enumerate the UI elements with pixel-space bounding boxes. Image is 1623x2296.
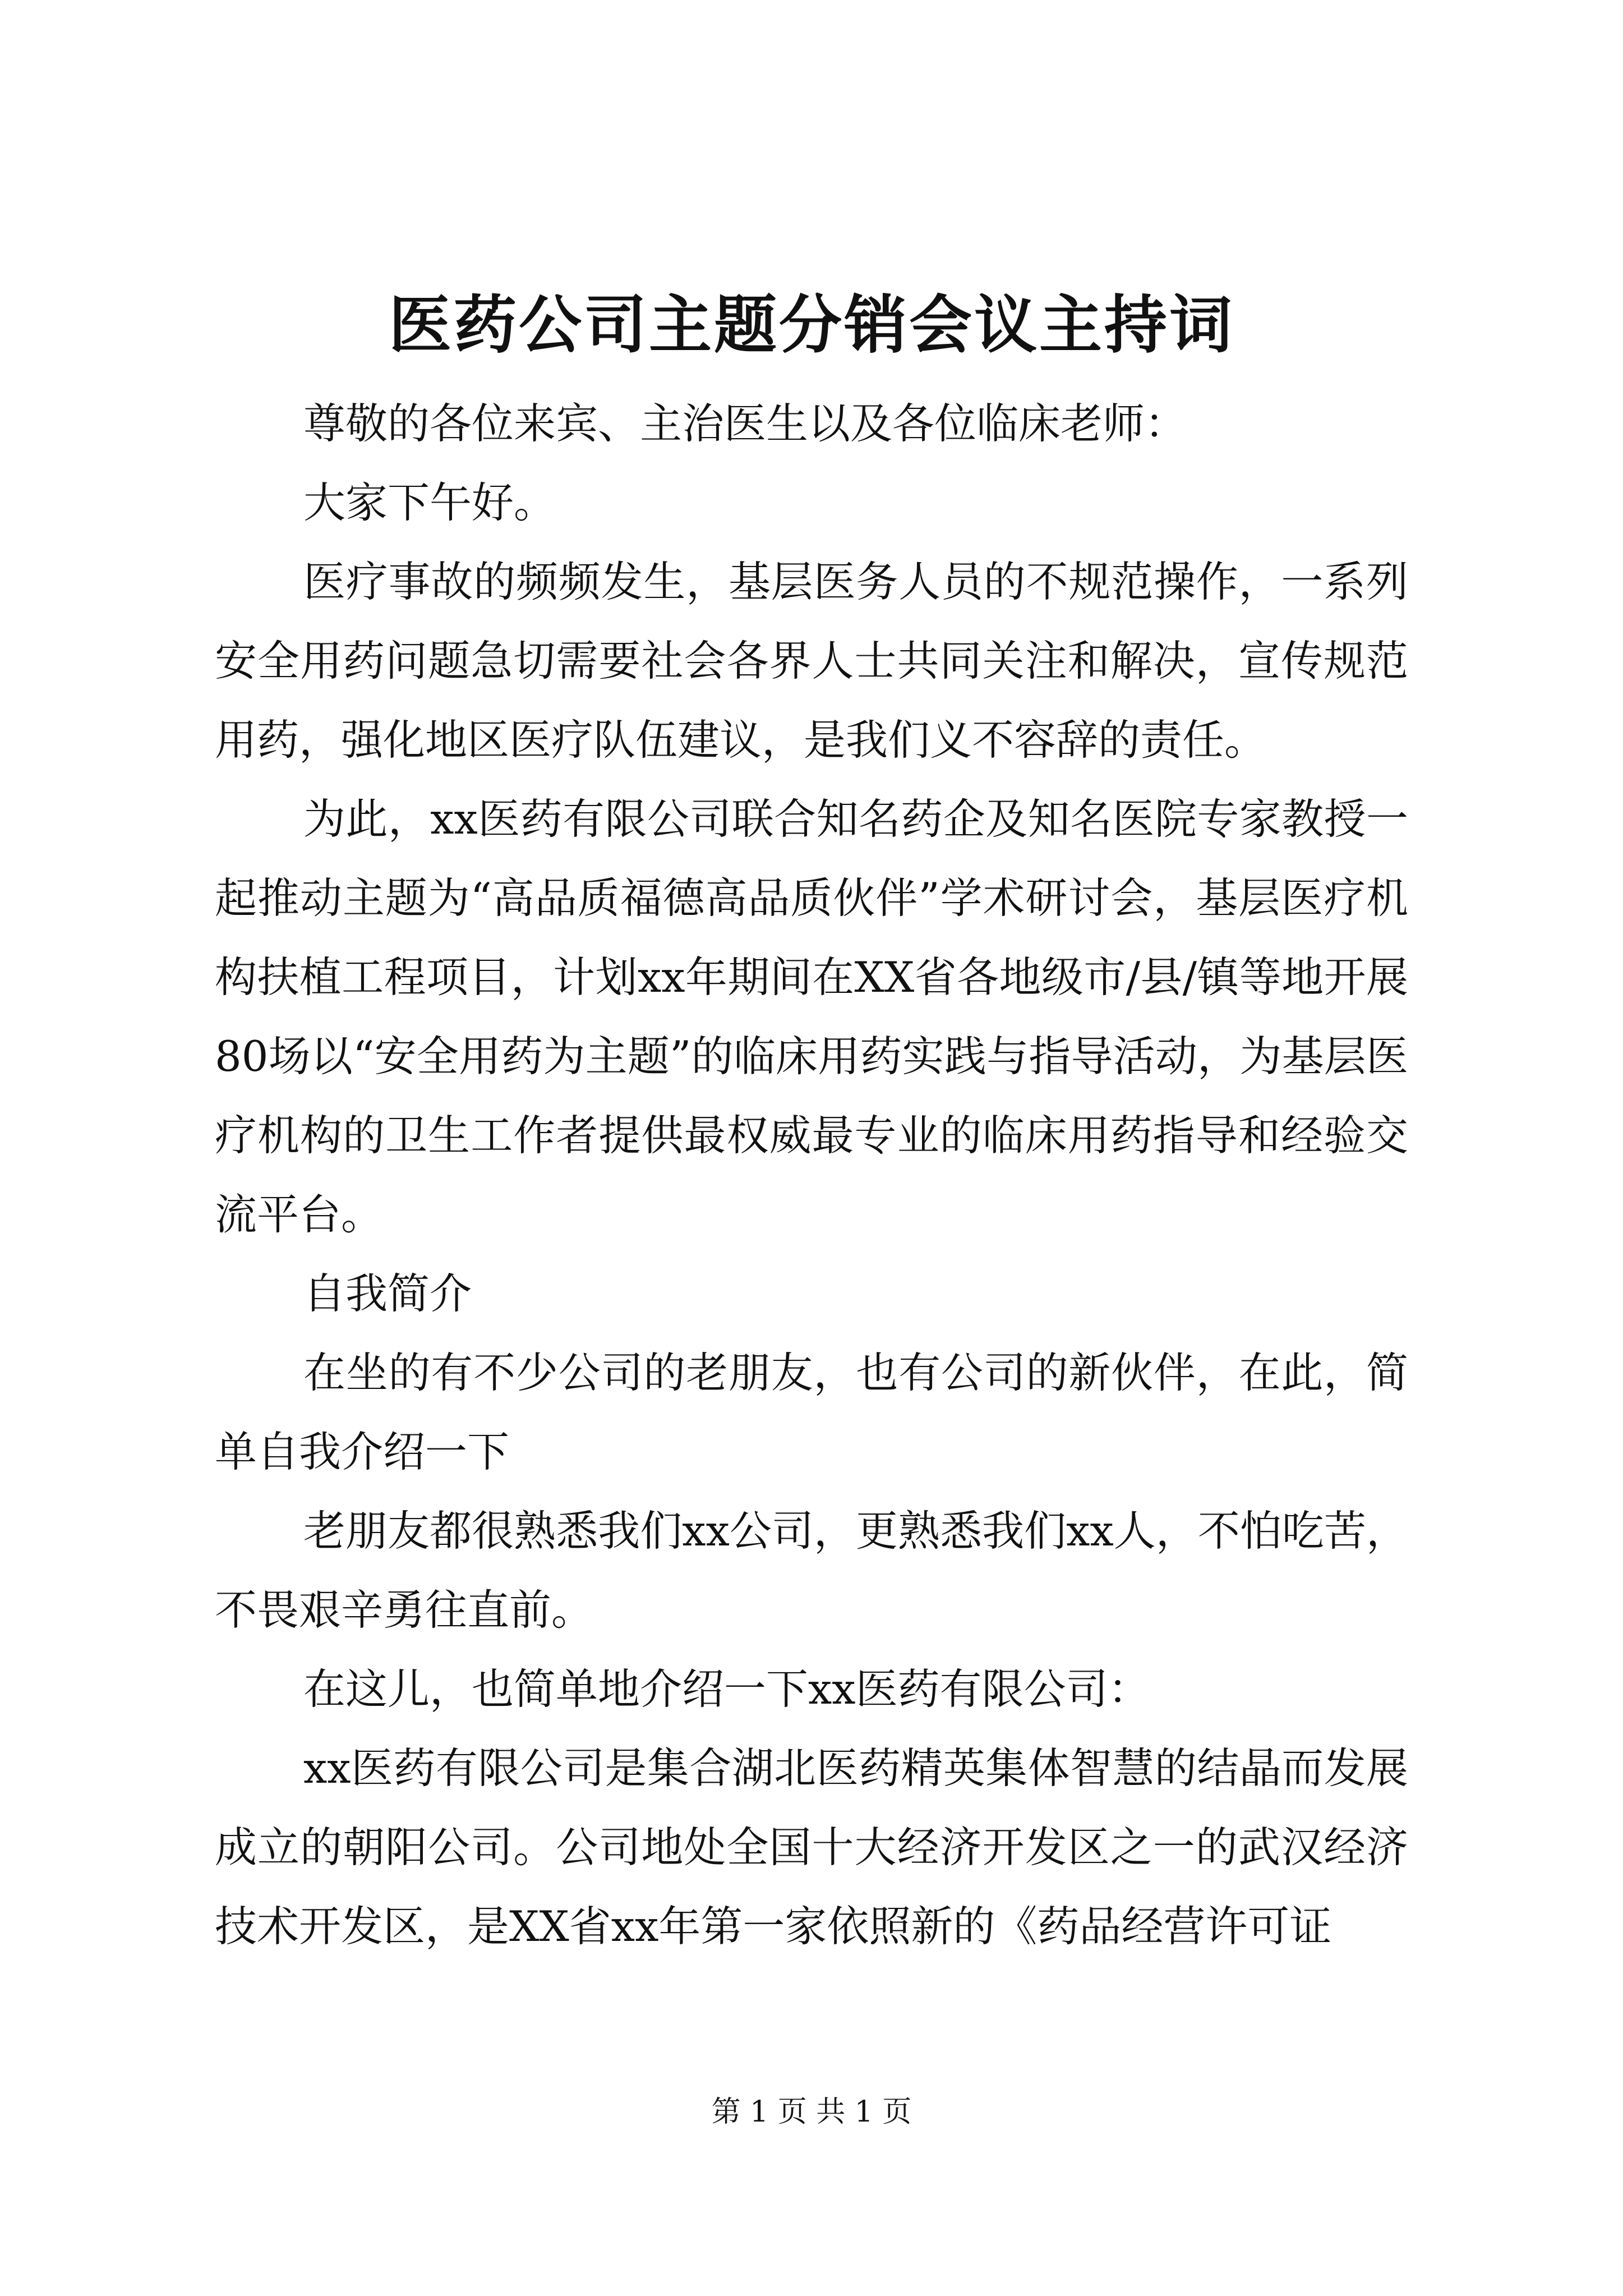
- page-number-footer: 第 1 页 共 1 页: [711, 2095, 912, 2129]
- paragraph-company-spirit: 老朋友都很熟悉我们xx公司，更熟悉我们xx人，不怕吃苦，不畏艰辛勇往直前。: [215, 1506, 1408, 1635]
- paragraph-company-description: xx医药有限公司是集合湖北医药精英集体智慧的结晶而发展成立的朝阳公司。公司地处全国十大经济开发区之一的武汉经济技术开发区，是XX省xx年第一家依照新的《药品经营许可证: [215, 1743, 1408, 1951]
- paragraph-old-new-friends: 在坐的有不少公司的老朋友，也有公司的新伙伴，在此，简单自我介绍一下: [215, 1348, 1408, 1476]
- paragraph-project-intro: 为此，xx医药有限公司联合知名药企及知名医院专家教授一起推动主题为“高品质福德高品质伙伴”学术研讨会，基层医疗机构扶植工程项目，计划xx年期间在XX省各地级市/县/镇等地开展80场以“安全用药为主题”的临床用药实践与指导活动，为基层医疗机构的卫生工作者提供最权威最专业的临床用药指导和经验交流平台。: [215, 794, 1408, 1239]
- paragraph-self-intro-heading: 自我简介: [303, 1269, 472, 1318]
- document-body: [215, 384, 1408, 1966]
- paragraph-greeting: 尊敬的各位来宾、主治医生以及各位临床老师：: [303, 399, 1187, 448]
- document-title: 医药公司主题分销会议主持词: [389, 288, 1234, 362]
- paragraph-good-afternoon: 大家下午好。: [303, 478, 556, 527]
- paragraph-safety-issue: 医疗事故的频频发生，基层医务人员的不规范操作，一系列安全用药问题急切需要社会各界人士共同关注和解决，宣传规范用药，强化地区医疗队伍建议，是我们义不容辞的责任。: [215, 557, 1408, 765]
- paragraph-company-intro-lead: 在这儿，也简单地介绍一下xx医药有限公司：: [303, 1664, 1150, 1714]
